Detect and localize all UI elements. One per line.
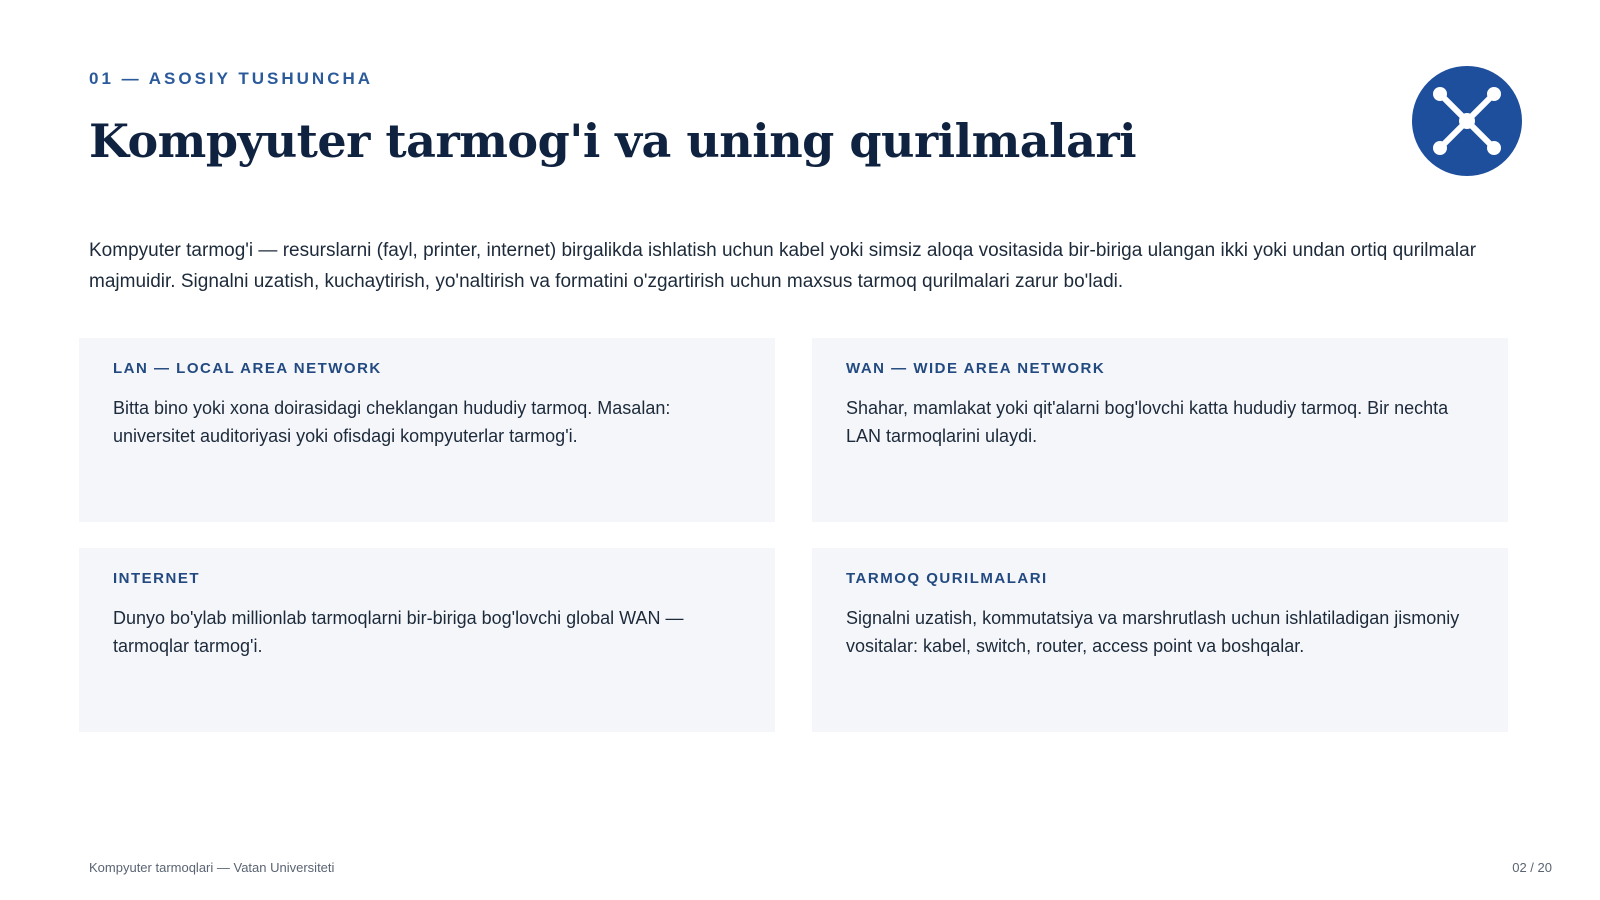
intro-paragraph: Kompyuter tarmog'i — resurslarni (fayl, printer, internet) birgalikda ishlatish uchun kabel yoki simsiz aloqa vositasida bir-biriga ulangan ikki yoki undan ortiq qurilmalar majmuidir. Signalni uzatish, kuchaytirish, yo'naltirish va formatini o'zgartirish uchun maxsus tarmoq qurilmalari zarur bo'ladi. [89, 240, 1477, 292]
page-number: 02 / 20 [1512, 860, 1552, 875]
card-title: LAN — LOCAL AREA NETWORK [113, 360, 382, 377]
card-title: INTERNET [113, 570, 200, 587]
section-kicker: 01 — ASOSIY TUSHUNCHA [89, 69, 374, 88]
network-nodes-icon [1412, 66, 1522, 176]
footer-course-label: Kompyuter tarmoqlari — Vatan Universiteti [89, 860, 335, 875]
card-wan [812, 338, 1508, 522]
card-lan [79, 338, 775, 522]
card-body: Dunyo bo'ylab millionlab tarmoqlarni bir-biriga bog'lovchi global WAN — tarmoqlar tarmog'i. [113, 608, 684, 656]
page-title: Kompyuter tarmog'i va uning qurilmalari [89, 114, 1137, 168]
card-body: Signalni uzatish, kommutatsiya va marshrutlash uchun ishlatiladigan jismoniy vositalar: kabel, switch, router, access point va boshqalar. [846, 608, 1460, 656]
card-title: WAN — WIDE AREA NETWORK [846, 360, 1106, 377]
card-body: Shahar, mamlakat yoki qit'alarni bog'lovchi katta hududiy tarmoq. Bir nechta LAN tarmoqlarini ulaydi. [846, 398, 1449, 446]
card-title: TARMOQ QURILMALARI [846, 570, 1048, 587]
card-body: Bitta bino yoki xona doirasidagi cheklangan hududiy tarmoq. Masalan: universitet auditoriyasi yoki ofisdagi kompyuterlar tarmog'i. [113, 398, 671, 446]
card-internet [79, 548, 775, 732]
card-network-devices [812, 548, 1508, 732]
